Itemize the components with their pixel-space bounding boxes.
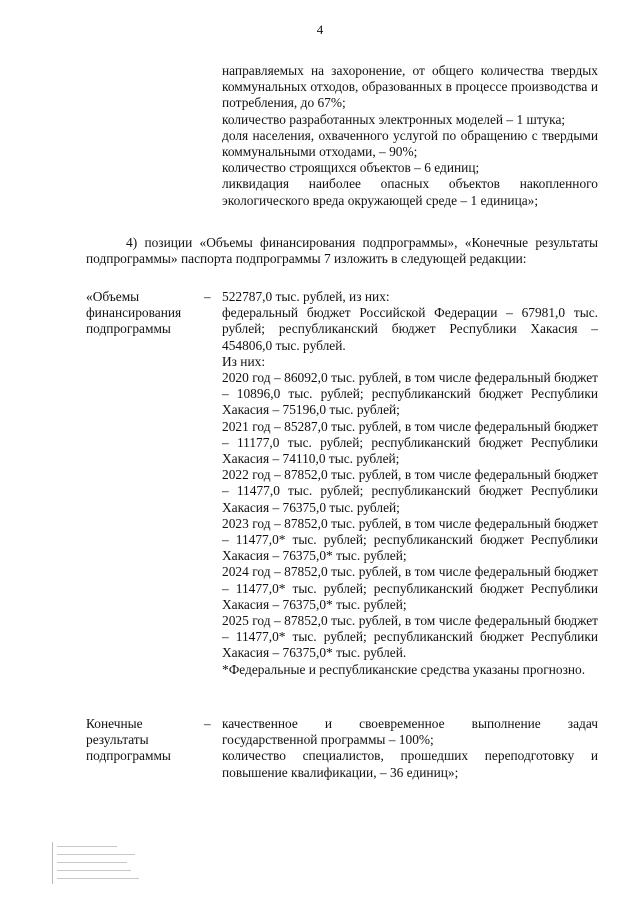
top-items-list [222,63,598,209]
financing-dash: – [204,289,211,304]
results-label: Конечные результаты подпрограммы [86,716,171,764]
financing-line: 2025 год – 87852,0 тыс. рублей, в том числе федеральный бюджет – 11477,0* тыс. рублей; республиканский бюджет Республики Хакасия – 76375,0* тыс. рублей. [222,613,598,661]
results-line: качественное и своевременное выполнение задач государственной программы – 100%; [222,716,598,748]
registration-stamp [52,842,141,884]
financing-line: Из них: [222,353,266,369]
results-values [222,716,598,781]
results-line: количество специалистов, прошедших переподготовку и повышение квалификации, – 36 единиц»; [222,748,598,780]
financing-line: 2024 год – 87852,0 тыс. рублей, в том числе федеральный бюджет – 11477,0* тыс. рублей; республиканский бюджет Республики Хакасия – 76375,0* тыс. рублей; [222,564,598,612]
page-number: 4 [316,22,324,37]
financing-values [222,289,598,678]
financing-line: федеральный бюджет Российской Федерации – 67981,0 тыс. рублей; республиканский бюджет Республики Хакасия – 454806,0 тыс. рублей. [222,305,598,353]
financing-label: «Объемы финансирования подпрограммы [86,289,182,337]
top-item: количество строящихся объектов – 6 единиц; [222,160,480,176]
results-dash: – [204,716,211,731]
financing-line: 522787,0 тыс. рублей, из них: [222,289,390,304]
financing-line: 2020 год – 86092,0 тыс. рублей, в том числе федеральный бюджет – 10896,0 тыс. рублей; республиканский бюджет Республики Хакасия – 75196,0 тыс. рублей; [222,370,598,418]
intro-paragraph: 4) позиции «Объемы финансирования подпрограммы», «Конечные результаты подпрограммы» паспорта подпрограммы 7 изложить в следующей редакции: [86,235,598,267]
financing-footnote: *Федеральные и республиканские средства указаны прогнозно. [222,661,586,677]
top-item: количество разработанных электронных моделей – 1 штука; [222,111,566,127]
top-item: ликвидация наиболее опасных объектов накопленного экологического вреда окружающей среде – 1 единица»; [222,176,598,208]
top-item: направляемых на захоронение, от общего количества твердых коммунальных отходов, образованных в процессе производства и потребления, до 67%; [222,63,598,111]
financing-line: 2023 год – 87852,0 тыс. рублей, в том числе федеральный бюджет – 11477,0* тыс. рублей; республиканский бюджет Республики Хакасия – 76375,0* тыс. рублей; [222,515,598,564]
intro-paragraph-block [86,235,598,267]
top-item: доля населения, охваченного услугой по обращению с твердыми коммунальными отходами, – 90%; [222,127,598,160]
financing-line: 2021 год – 85287,0 тыс. рублей, в том числе федеральный бюджет – 11177,0 тыс. рублей; республиканский бюджет Республики Хакасия – 74110,0 тыс. рублей; [222,418,598,467]
financing-line: 2022 год – 87852,0 тыс. рублей, в том числе федеральный бюджет – 11477,0 тыс. рублей; республиканский бюджет Республики Хакасия – 76375,0 тыс. рублей; [222,467,598,515]
